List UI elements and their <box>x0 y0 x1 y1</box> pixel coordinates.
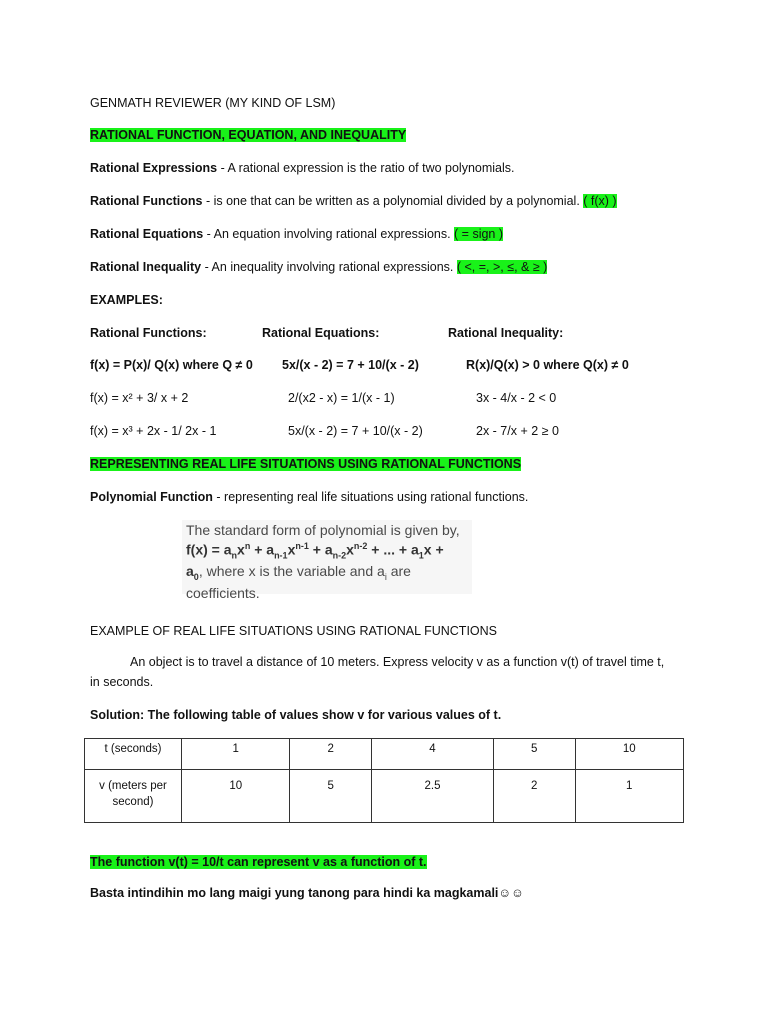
definition-tag: ( f(x) ) <box>583 194 617 208</box>
table-header-text: second) <box>112 796 154 808</box>
polynomial-formula: $f(x) = a_nx^n + a_{n-1}x^{n-1} + a_{n-2}x^{n-2}$ + ... + $a_1x$ + <box>186 541 444 561</box>
definition-term: Rational Equations <box>90 227 204 241</box>
solution-text: The following table of values show v for various values of t. <box>144 708 502 722</box>
conclusion-line <box>90 855 427 869</box>
problem-line-2: in seconds. <box>90 675 154 689</box>
examples-row <box>90 391 690 409</box>
definition-tag: ( = sign ) <box>454 227 504 241</box>
document-title: GENMATH REVIEWER (MY KIND OF LSM) <box>90 96 336 110</box>
problem-line-1: An object is to travel a distance of 10 meters. Express velocity v as a function v(t) of travel time t, <box>130 655 665 669</box>
table-cell: 5 <box>493 739 575 770</box>
examples-row <box>90 424 690 442</box>
values-table <box>84 738 684 823</box>
table-cell: 4 <box>372 739 494 770</box>
image-line: $a_0$, where x is the variable and $a_i$ are <box>186 563 411 583</box>
table-header-cell: t (seconds) <box>85 739 182 770</box>
example-cell: 3x - 4/x - 2 < 0 <box>476 391 557 405</box>
example-cell: 2/(x2 - x) = 1/(x - 1) <box>288 391 395 405</box>
example-cell: R(x)/Q(x) > 0 where Q(x) ≠ 0 <box>466 358 629 372</box>
highlight: The function v(t) = 10/t can represent v as a function of t. <box>90 855 427 869</box>
table-row <box>85 739 684 770</box>
table-cell: 10 <box>575 739 683 770</box>
example-cell: 5x/(x - 2) = 7 + 10/(x - 2) <box>288 424 423 438</box>
image-line: The standard form of polynomial is given by, <box>186 522 460 538</box>
table-cell: 5 <box>290 770 372 823</box>
table-cell: 10 <box>182 770 290 823</box>
definition-term: Rational Expressions <box>90 161 218 175</box>
example-cell: f(x) = P(x)/ Q(x) where Q ≠ 0 <box>90 358 253 372</box>
highlight: RATIONAL FUNCTION, EQUATION, AND INEQUALITY <box>90 128 407 142</box>
definition-term: Rational Functions <box>90 194 203 208</box>
examples-header: Rational Equations: <box>262 326 380 340</box>
closing-line: Basta intindihin mo lang maigi yung tanong para hindi ka magkamali☺☺ <box>90 886 524 900</box>
definition-text: - is one that can be written as a polynomial divided by a polynomial. <box>202 194 584 208</box>
definition-term: Rational Inequality <box>90 260 202 274</box>
table-cell: 1 <box>182 739 290 770</box>
polynomial-definition-image <box>182 520 472 602</box>
examples-row <box>90 358 690 376</box>
definition-text: - representing real life situations using rational functions. <box>212 490 529 504</box>
section-heading-rational <box>90 128 406 142</box>
example-cell: 2x - 7/x + 2 ≥ 0 <box>476 424 559 438</box>
definition-tag: ( <, =, >, ≤, & ≥ ) <box>456 260 548 274</box>
examples-header: Rational Functions: <box>90 326 207 340</box>
examples-headers <box>90 326 690 344</box>
definition-term: Polynomial Function <box>90 490 213 504</box>
examples-label: EXAMPLES: <box>90 293 163 307</box>
table-row <box>85 770 684 823</box>
definition-text: - A rational expression is the ratio of two polynomials. <box>217 161 515 175</box>
solution-line <box>90 708 501 722</box>
definition-rational-equations <box>90 227 503 241</box>
definition-rational-functions <box>90 194 617 208</box>
highlight: REPRESENTING REAL LIFE SITUATIONS USING RATIONAL FUNCTIONS <box>90 457 522 471</box>
examples-header: Rational Inequality: <box>448 326 564 340</box>
definition-text: - An equation involving rational expressions. <box>203 227 455 241</box>
example-cell: f(x) = x² + 3/ x + 2 <box>90 391 189 405</box>
table-cell: 1 <box>575 770 683 823</box>
section-heading-real-life <box>90 457 521 471</box>
definition-text: - An inequality involving rational expressions. <box>201 260 457 274</box>
table-cell: 2.5 <box>372 770 494 823</box>
table-cell: 2 <box>493 770 575 823</box>
definition-rational-expressions <box>90 161 515 175</box>
definition-polynomial-function <box>90 490 528 504</box>
image-line: coefficients. <box>186 585 260 602</box>
table-cell: 2 <box>290 739 372 770</box>
table-header-cell <box>85 770 182 823</box>
example-cell: f(x) = x³ + 2x - 1/ 2x - 1 <box>90 424 217 438</box>
example-cell: 5x/(x - 2) = 7 + 10/(x - 2) <box>282 358 419 372</box>
solution-label: Solution: <box>90 708 145 722</box>
table-header-text: v (meters per <box>99 780 167 792</box>
example-heading: EXAMPLE OF REAL LIFE SITUATIONS USING RATIONAL FUNCTIONS <box>90 624 498 638</box>
definition-rational-inequality <box>90 260 547 274</box>
